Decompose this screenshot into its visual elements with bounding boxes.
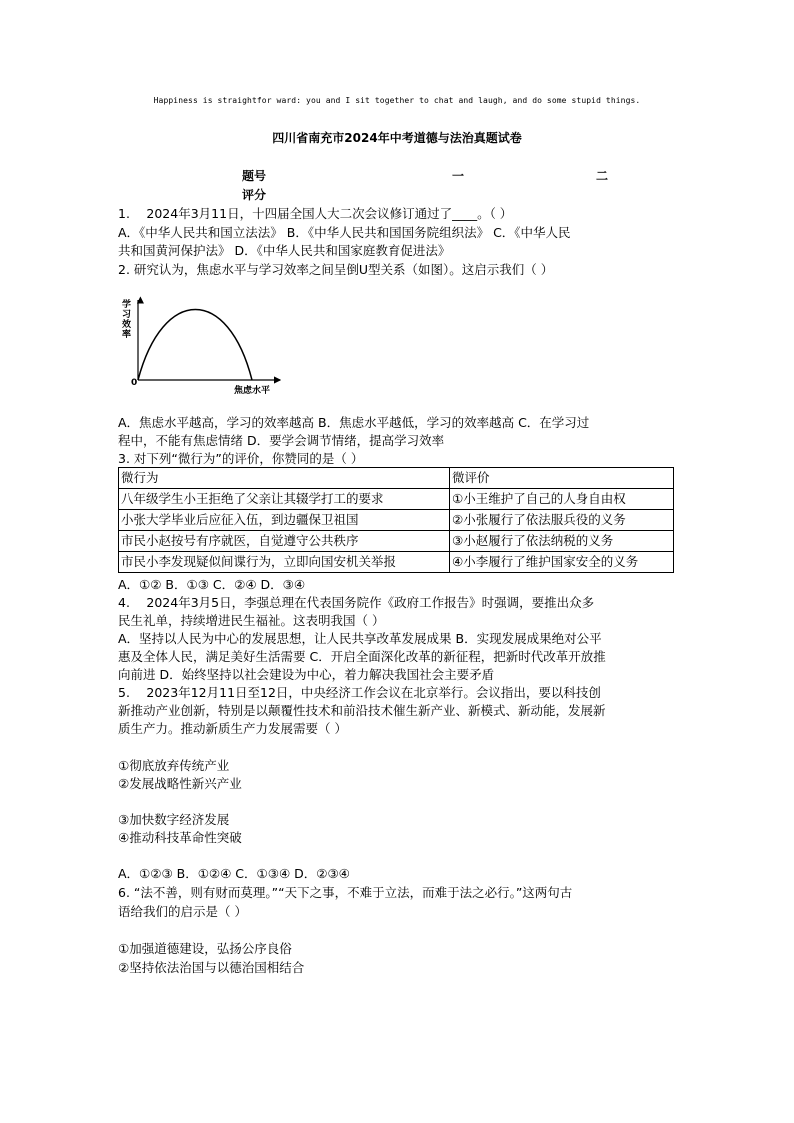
q3-evaluation: ④小李履行了维护国家安全的义务	[450, 552, 674, 573]
q5-options: A．①②③ B．①②④ C．①③④ D．②③④	[118, 866, 350, 881]
q2-stem: 2. 研究认为，焦虑水平与学习效率之间呈倒U型关系（如图）。这启示我们（ ）	[118, 262, 554, 277]
table-row	[119, 489, 674, 510]
q5-stem-line1: 5. 2023年12月11日至12日，中央经济工作会议在北京举行。会议指出，要以科技创	[118, 685, 601, 700]
q5-item: ④推动科技革命性突破	[118, 830, 242, 845]
q2-chart-curve	[138, 310, 252, 381]
q2-chart	[118, 296, 288, 396]
q5-item: ③加快数字经济发展	[118, 812, 230, 827]
q3-evaluation: ①小王维护了自己的人身自由权	[450, 489, 674, 510]
q3-header-evaluation: 微评价	[450, 468, 674, 489]
score-table-col-1: 一	[452, 169, 465, 183]
q5-stem-line3: 质生产力。推动新质生产力发展需要（ ）	[118, 721, 347, 736]
q2-chart-ylabel: 学 习 效 率	[122, 300, 132, 340]
q3-evaluation: ③小赵履行了依法纳税的义务	[450, 531, 674, 552]
q2-chart-svg	[118, 296, 288, 396]
score-table-row-label: 评分	[242, 188, 267, 202]
exam-title: 四川省南充市2024年中考道德与法治真题试卷	[272, 131, 522, 145]
q1-options-line1: A．《中华人民共和国立法法》 B．《中华人民共和国国务院组织法》 C．《中华人民	[118, 225, 571, 240]
q3-options: A．①② B．①③ C．②④ D．③④	[118, 577, 306, 592]
q2-options-line2: 程中，不能有焦虑情绪 D．要学会调节情绪，提高学习效率	[118, 433, 445, 448]
q2-options-line1: A．焦虑水平越高，学习的效率越高 B．焦虑水平越低，学习的效率越高 C．在学习过	[118, 415, 590, 430]
q3-evaluation: ②小张履行了依法服兵役的义务	[450, 510, 674, 531]
table-row	[119, 531, 674, 552]
q6-item: ①加强道德建设，弘扬公序良俗	[118, 941, 292, 956]
q5-item: ②发展战略性新兴产业	[118, 776, 242, 791]
q3-table	[118, 467, 674, 573]
q3-table-header	[119, 468, 674, 489]
q3-behavior: 市民小赵按号有序就医，自觉遵守公共秩序	[119, 531, 450, 552]
q5-stem-line2: 新推动产业创新，特别是以颠覆性技术和前沿技术催生新产业、新模式、新动能，发展新	[118, 703, 606, 718]
q4-stem-line1: 4. 2024年3月5日，李强总理在代表国务院作《政府工作报告》时强调，要推出众多	[118, 595, 595, 610]
q6-stem-line2: 语给我们的启示是（ ）	[118, 904, 247, 919]
q4-options-line3: 向前进 D．始终坚持以社会建设为中心，着力解决我国社会主要矛盾	[118, 667, 495, 682]
q4-stem-line2: 民生礼单，持续增进民生福祉。这表明我国（ ）	[118, 613, 385, 628]
q2-chart-origin: 0	[131, 378, 138, 388]
score-table-col-label: 题号	[242, 169, 267, 183]
q5-item: ①彻底放弃传统产业	[118, 758, 230, 773]
q6-item: ②坚持依法治国与以德治国相结合	[118, 960, 305, 975]
q3-header-behavior: 微行为	[119, 468, 450, 489]
q3-behavior: 八年级学生小王拒绝了父亲让其辍学打工的要求	[119, 489, 450, 510]
page-motto: Happiness is straightfor ward: you and I sit together to chat and laugh, and do some stupid things.	[153, 96, 641, 105]
q3-stem: 3. 对下列“微行为”的评价，你赞同的是（ ）	[118, 451, 364, 466]
table-row	[119, 552, 674, 573]
q1-options-line2: 共和国黄河保护法》 D．《中华人民共和国家庭教育促进法》	[118, 243, 451, 258]
q4-options-line2: 惠及全体人民，满足美好生活需要 C．开启全面深化改革的新征程，把新时代改革开放推	[118, 649, 606, 664]
table-row	[119, 510, 674, 531]
q4-options-line1: A．坚持以人民为中心的发展思想，让人民共享改革发展成果 B．实现发展成果绝对公平	[118, 631, 602, 646]
q1-stem: 1. 2024年3月11日，十四届全国人大二次会议修订通过了____。（ ）	[118, 206, 513, 221]
score-table-col-2: 二	[596, 169, 609, 183]
q2-chart-xlabel: 焦虑水平	[234, 386, 271, 396]
q3-behavior: 小张大学毕业后应征入伍，到边疆保卫祖国	[119, 510, 450, 531]
q3-behavior: 市民小李发现疑似间谍行为，立即向国安机关举报	[119, 552, 450, 573]
q6-stem-line1: 6. “法不善，则有财而莫理。”“天下之事，不难于立法，而难于法之必行。”这两句古	[118, 885, 573, 900]
